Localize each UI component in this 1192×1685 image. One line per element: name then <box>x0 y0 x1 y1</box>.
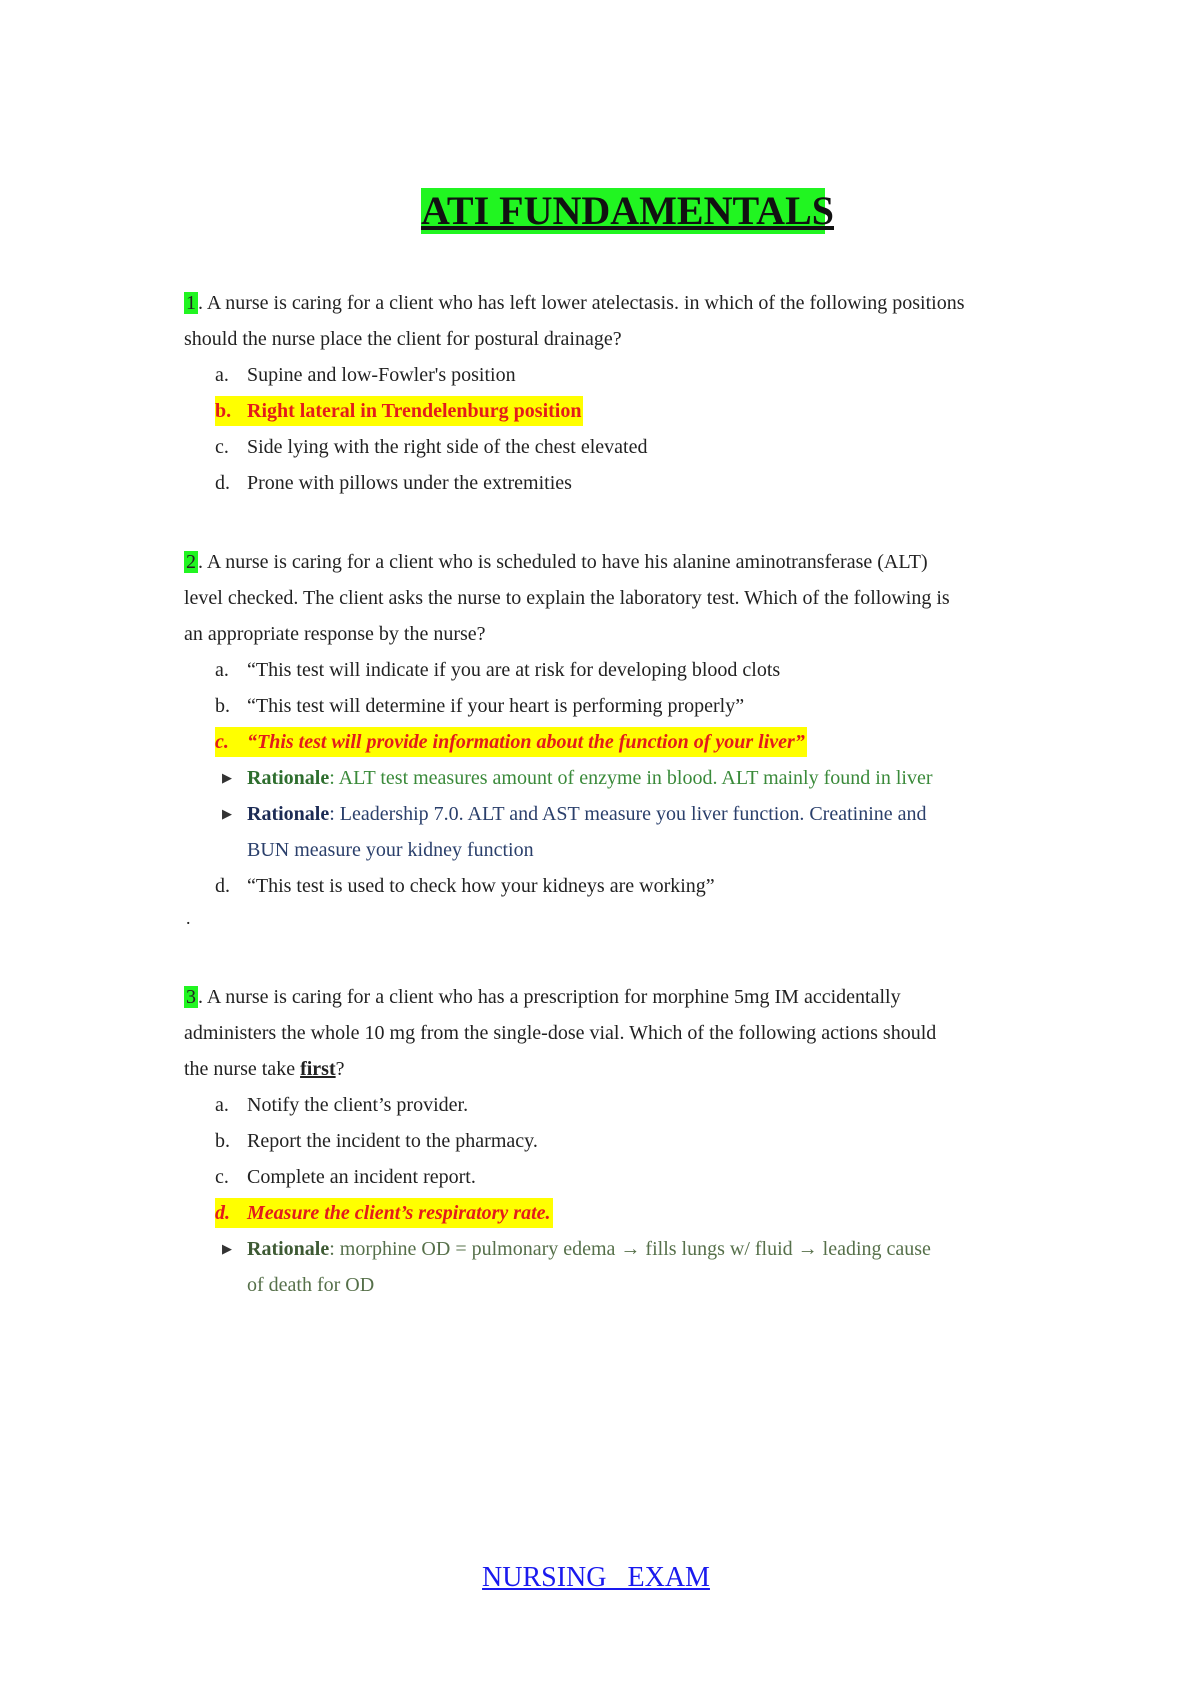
option-letter: d. <box>215 472 230 494</box>
rationale-1 <box>184 1231 1004 1303</box>
option-a <box>184 652 1004 688</box>
document-title: ATI FUNDAMENTALS <box>421 188 834 233</box>
option-text: Measure the client’s respiratory rate. <box>247 1202 551 1224</box>
option-letter: a. <box>215 1094 229 1116</box>
option-letter: b. <box>215 1130 230 1152</box>
rationale-label: Rationale <box>247 767 330 789</box>
question-stem <box>184 979 1004 1015</box>
option-b-correct-answer <box>184 393 1004 429</box>
rationale-1 <box>184 760 1004 796</box>
question-stem-line: level checked. The client asks the nurse to explain the laboratory test. Which of the following is <box>184 587 950 609</box>
question-number: 1 <box>186 292 196 314</box>
triangle-bullet-icon: ▶ <box>222 770 232 785</box>
question-stem-line: an appropriate response by the nurse? <box>184 623 486 645</box>
option-a <box>184 1087 1004 1123</box>
option-text: Supine and low-Fowler's position <box>247 364 516 386</box>
option-letter: c. <box>215 1166 229 1188</box>
option-b <box>184 1123 1004 1159</box>
triangle-bullet-icon: ▶ <box>222 806 232 821</box>
option-text: Notify the client’s provider. <box>247 1094 469 1116</box>
option-text: Side lying with the right side of the chest elevated <box>247 436 648 458</box>
option-d <box>184 868 1004 904</box>
option-letter: d. <box>215 875 230 897</box>
separator-dot: . <box>186 908 191 928</box>
emphasis-first: first <box>300 1058 336 1080</box>
option-c <box>184 1159 1004 1195</box>
rationale-text: : ALT test measures amount of enzyme in blood. ALT mainly found in liver <box>329 767 933 789</box>
option-text: “This test will determine if your heart is performing properly” <box>247 695 745 717</box>
option-c <box>184 429 1004 465</box>
option-text: Complete an incident report. <box>247 1166 476 1188</box>
triangle-bullet-icon: ▶ <box>222 1241 232 1256</box>
option-text: “This test will provide information about the function of your liver” <box>247 731 805 753</box>
option-d <box>184 465 1004 501</box>
option-letter: c. <box>215 436 229 458</box>
rationale-2 <box>184 796 1004 868</box>
footer-link[interactable]: NURSING EXAM <box>482 1562 710 1593</box>
option-letter: b. <box>215 695 230 717</box>
option-text: “This test is used to check how your kidneys are working” <box>247 875 715 897</box>
option-c-correct-answer <box>184 724 1004 760</box>
question-2 <box>184 544 1004 904</box>
answer-highlight <box>215 1198 553 1228</box>
option-a <box>184 357 1004 393</box>
option-b <box>184 688 1004 724</box>
option-letter: a. <box>215 659 229 681</box>
rationale-text-continued: of death for OD <box>247 1274 375 1296</box>
stem-text: . A nurse is caring for a client who is scheduled to have his alanine aminotransferase (ALT) <box>198 551 928 573</box>
option-letter: b. <box>215 400 232 422</box>
rationale-text: : Leadership 7.0. ALT and AST measure you liver function. Creatinine and <box>329 803 927 825</box>
option-text: Prone with pillows under the extremities <box>247 472 572 494</box>
option-letter: c. <box>215 731 229 753</box>
rationale-label: Rationale <box>247 1238 330 1260</box>
question-3 <box>184 979 1004 1303</box>
option-text: “This test will indicate if you are at risk for developing blood clots <box>247 659 781 681</box>
question-stem <box>184 285 1004 321</box>
question-stem-line <box>184 1051 1004 1087</box>
question-stem-line: administers the whole 10 mg from the single-dose vial. Which of the following actions should <box>184 1022 937 1044</box>
rationale-text: : morphine OD = pulmonary edema → fills lungs w/ fluid → leading cause <box>329 1238 931 1260</box>
question-stem-line: should the nurse place the client for postural drainage? <box>184 328 622 350</box>
answer-highlight <box>215 727 807 757</box>
question-stem <box>184 544 1004 580</box>
stem-text: ? <box>335 1058 345 1080</box>
stem-text: . A nurse is caring for a client who has a prescription for morphine 5mg IM accidentally <box>198 986 901 1008</box>
question-number: 3 <box>186 986 196 1008</box>
stem-text: the nurse take <box>184 1058 301 1080</box>
rationale-text-continued: BUN measure your kidney function <box>247 839 534 861</box>
option-d-correct-answer <box>184 1195 1004 1231</box>
option-text: Report the incident to the pharmacy. <box>247 1130 538 1152</box>
option-letter: a. <box>215 364 229 386</box>
question-number: 2 <box>186 551 196 573</box>
option-text: Right lateral in Trendelenburg position <box>247 400 582 422</box>
answer-highlight <box>215 396 583 426</box>
question-1 <box>184 285 1004 501</box>
rationale-label: Rationale <box>247 803 330 825</box>
option-letter: d. <box>215 1202 230 1224</box>
stem-text: . A nurse is caring for a client who has left lower atelectasis. in which of the following positions <box>198 292 965 314</box>
